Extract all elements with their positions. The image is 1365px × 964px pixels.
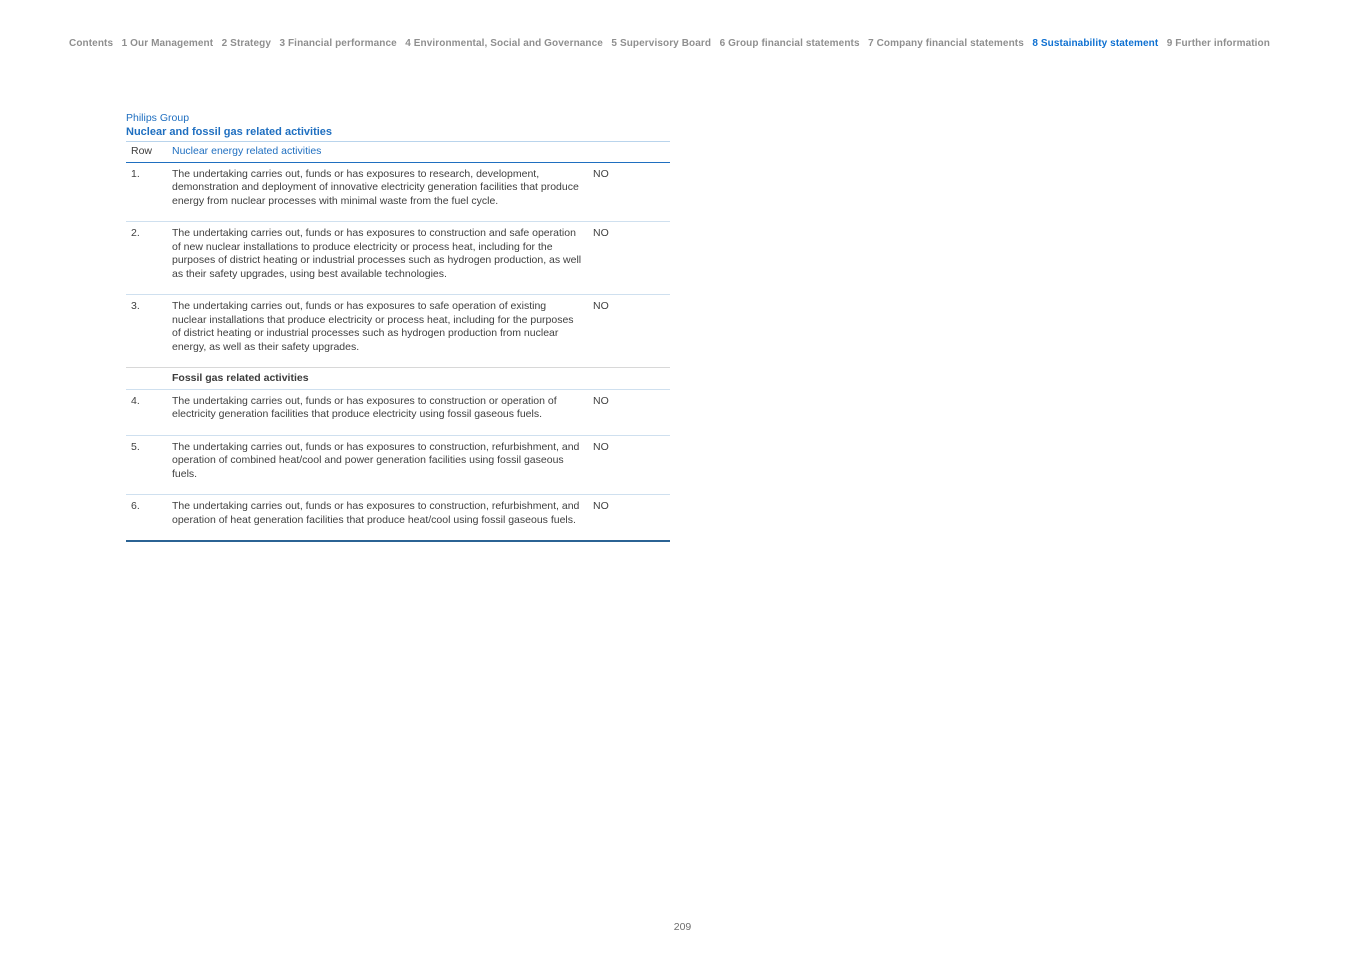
row-answer: NO <box>593 300 609 312</box>
row-number: 1. <box>131 167 140 180</box>
group-label: Philips Group <box>126 112 190 124</box>
row-number: 6. <box>131 500 140 512</box>
subheader-spacer <box>593 368 670 389</box>
table-row <box>126 436 670 496</box>
table-subheader-row <box>126 367 670 390</box>
row-answer: NO <box>593 440 609 453</box>
table-subheader-label: Fossil gas related activities <box>172 372 309 384</box>
header-answer-col <box>593 142 670 162</box>
header-row-col: Row <box>131 145 153 157</box>
nav-item-contents[interactable]: Contents <box>69 38 114 49</box>
nav-item-strategy[interactable]: 2 Strategy <box>221 38 271 49</box>
table-body <box>126 163 670 543</box>
row-answer: NO <box>593 227 609 239</box>
nav-item-group-financial-statements[interactable]: 6 Group financial statements <box>719 38 860 49</box>
row-answer: NO <box>593 394 609 407</box>
table-title: Nuclear and fossil gas related activities <box>126 126 333 138</box>
row-number: 4. <box>131 394 140 407</box>
row-description: The undertaking carries out, funds or has exposures to research, development, demonstration and deployment of innovative electricity generation facilities that produce energy from nuclear processes with minimal waste from the fuel cycle. <box>172 167 579 207</box>
table-row <box>126 163 670 223</box>
header-section-label: Nuclear energy related activities <box>172 145 322 157</box>
nav-item-financial-performance[interactable]: 3 Financial performance <box>279 38 397 49</box>
row-answer: NO <box>593 500 609 512</box>
row-description: The undertaking carries out, funds or has exposures to construction or operation of electricity generation facilities that produce electricity using fossil gaseous fuels. <box>172 394 557 420</box>
row-number: 2. <box>131 227 140 239</box>
table-row <box>126 295 670 367</box>
table-row <box>126 495 670 542</box>
chapter-nav <box>69 38 1270 49</box>
row-description: The undertaking carries out, funds or has exposures to construction, refurbishment, and operation of combined heat/cool and power generation facilities using fossil gaseous fuels. <box>172 440 580 480</box>
table-header-row <box>126 142 670 163</box>
nav-item-our-management[interactable]: 1 Our Management <box>121 38 214 49</box>
row-number: 5. <box>131 440 140 453</box>
row-answer: NO <box>593 167 609 180</box>
nav-item-company-financial-statements[interactable]: 7 Company financial statements <box>868 38 1024 49</box>
subheader-spacer <box>126 368 172 389</box>
page-number: 209 <box>673 921 692 933</box>
row-number: 3. <box>131 300 140 312</box>
row-description: The undertaking carries out, funds or has exposures to safe operation of existing nuclear installations that produce electricity or process heat, including for the purposes of district heating or industrial processes such as hydrogen production from nuclear energy, as well as their safety upgrades. <box>172 300 574 353</box>
nav-item-supervisory-board[interactable]: 5 Supervisory Board <box>611 38 712 49</box>
row-description: The undertaking carries out, funds or has exposures to construction and safe operation of new nuclear installations to produce electricity or process heat, including for the purposes of district heating or industrial processes such as hydrogen production, as well as their safety upgrades, using best available technologies. <box>172 227 582 280</box>
table-row <box>126 222 670 295</box>
row-description: The undertaking carries out, funds or has exposures to construction, refurbishment, and operation of heat generation facilities that produce heat/cool using fossil gaseous fuels. <box>172 500 580 526</box>
report-page-content <box>126 112 670 542</box>
nav-item-sustainability-statement[interactable]: 8 Sustainability statement <box>1032 38 1159 49</box>
nav-item-further-information[interactable]: 9 Further information <box>1166 38 1270 49</box>
nuclear-fossil-activities-table <box>126 141 670 542</box>
nav-item-esg[interactable]: 4 Environmental, Social and Governance <box>405 38 603 49</box>
table-row <box>126 390 670 436</box>
